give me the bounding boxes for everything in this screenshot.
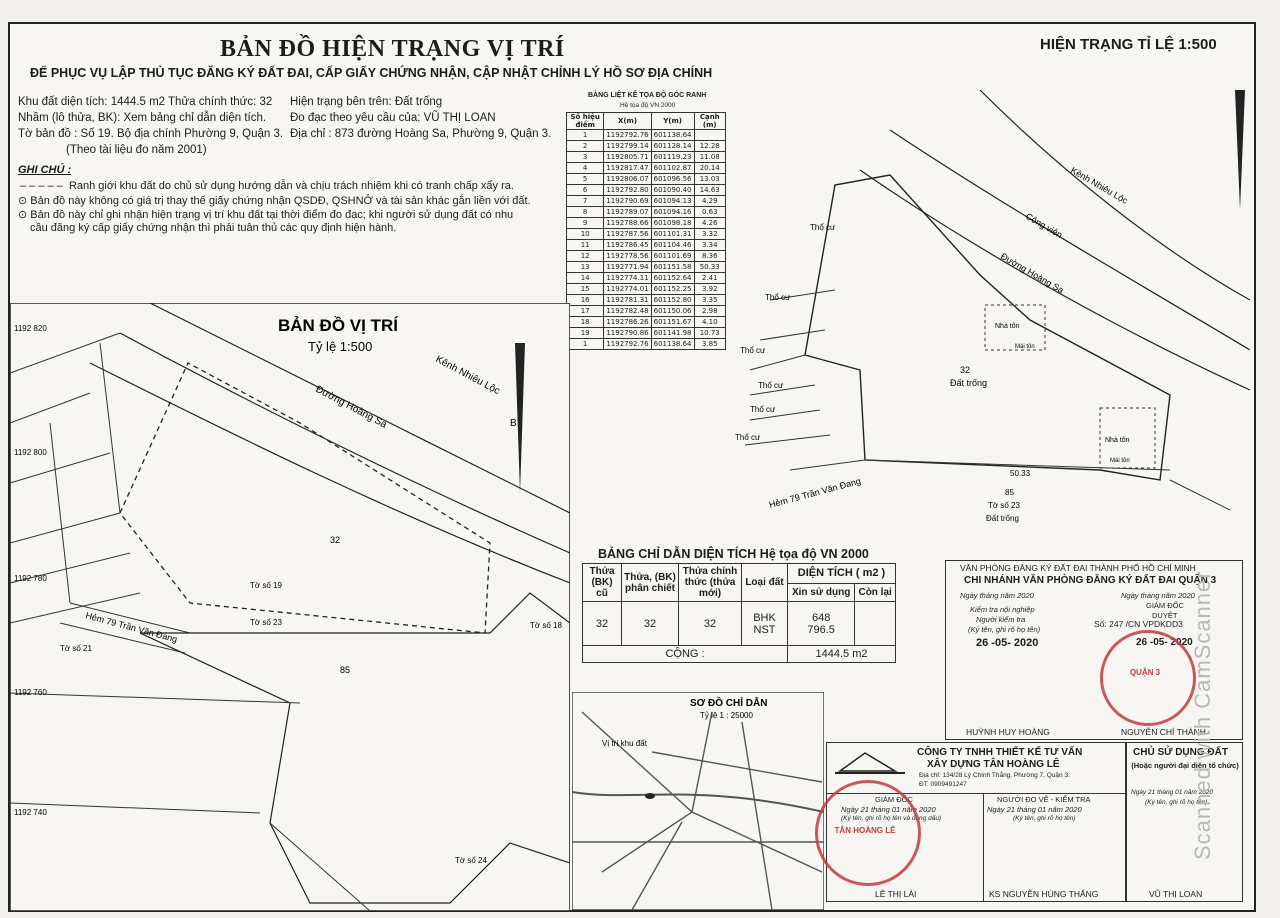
location-to23-label: Tờ số 23 xyxy=(250,618,282,627)
table-row xyxy=(567,273,726,284)
table-cell: 1 xyxy=(567,339,604,350)
coord-header-y: Y(m) xyxy=(651,113,694,130)
watermark-text: Scanned with CamScanner xyxy=(1190,570,1215,860)
table-cell: 601119.23 xyxy=(651,152,694,163)
table-row xyxy=(567,185,726,196)
site-marker-icon xyxy=(645,793,655,799)
info-line-2: Nhầm (lô thửa, BK): Xem bảng chỉ dẫn diện tích. xyxy=(18,112,267,124)
note-1: – – – – – Ranh giới khu đất do chủ sử dụng hướng dẫn và chịu trách nhiệm khi có tranh chấp xẩy ra. xyxy=(20,180,514,192)
area-table-title: BẢNG CHỈ DẪN DIỆN TÍCH Hệ tọa độ VN 2000 xyxy=(598,547,869,561)
table-cell: 1192792.76 xyxy=(604,130,651,141)
table-row xyxy=(567,317,726,328)
table-cell: 601151.58 xyxy=(651,262,694,273)
table-cell: 601150.06 xyxy=(651,306,694,317)
area-total-value: 1444.5 m2 xyxy=(788,646,896,663)
office-left-stamp-date: 26 -05- 2020 xyxy=(976,637,1039,649)
table-cell: 1192774.11 xyxy=(604,273,651,284)
table-cell: 601104.46 xyxy=(651,240,694,251)
table-cell: 1192782.48 xyxy=(604,306,651,317)
table-row xyxy=(567,196,726,207)
office-left-date: Ngày tháng năm 2020 xyxy=(960,591,1034,600)
office-right-name: NGUYỄN CHÍ THÀNH xyxy=(1121,727,1206,737)
site-parcel-85-sheet: Tờ số 23 xyxy=(988,501,1020,510)
company-surveyor-title: NGƯỜI ĐO VẼ - KIỂM TRA xyxy=(997,795,1091,804)
table-cell: 1192781.31 xyxy=(604,295,651,306)
office-left-role-1: Kiểm tra nội nghiệp xyxy=(970,605,1035,614)
location-map xyxy=(10,303,570,911)
table-cell: 2.98 xyxy=(694,306,726,317)
area-cell-landtype xyxy=(742,602,788,646)
owner-sign: (Ký tên, ghi rõ họ tên) xyxy=(1145,799,1208,806)
table-row xyxy=(567,262,726,273)
table-cell: 601102.87 xyxy=(651,163,694,174)
grid-label-740: 1192 740 xyxy=(14,808,47,817)
info-line-3: Tờ bản đồ : Số 19. Bộ địa chính Phường 9, Quận 3. xyxy=(18,128,284,140)
table-cell: 601098.18 xyxy=(651,218,694,229)
office-right-role-2: DUYỆT xyxy=(1152,611,1178,620)
table-cell: 11 xyxy=(567,240,604,251)
table-row xyxy=(567,295,726,306)
area-header-official: Thửa chính thức (thửa mới) xyxy=(679,564,742,602)
grid-label-820: 1192 820 xyxy=(14,324,47,333)
table-row xyxy=(567,174,726,185)
note-3: ⊙ Bản đồ này chỉ ghi nhận hiện trạng vị trí khu đất tại thời điểm đo đạc; khi người sử dụng đất có nhu xyxy=(18,209,514,221)
company-name-2: XÂY DỰNG TÂN HOÀNG LÊ xyxy=(927,759,1060,770)
office-header: VĂN PHÒNG ĐĂNG KÝ ĐẤT ĐAI THÀNH PHỐ HỒ CHÍ MINH xyxy=(960,563,1196,573)
area-header-remaining: Còn lại xyxy=(855,583,896,601)
page-subtitle: ĐỂ PHỤC VỤ LẬP THỦ TỤC ĐĂNG KÝ ĐẤT ĐAI, CẤP GIẤY CHỨNG NHẬN, CẬP NHẬT CHỈNH LÝ HỒ SƠ ĐỊA CHÍNH xyxy=(30,66,713,80)
location-map-scale: Tỷ lệ 1:500 xyxy=(308,339,373,354)
area-header-old: Thửa (BK) cũ xyxy=(583,564,622,602)
site-road-label: Đường Hoàng Sa xyxy=(999,251,1066,296)
owner-date: Ngày 21 tháng 01 năm 2020 xyxy=(1131,789,1214,796)
table-cell: 1192799.14 xyxy=(604,141,651,152)
table-cell: 1192792.76 xyxy=(604,339,651,350)
coord-table-header xyxy=(567,113,726,130)
company-surveyor-name: KS NGUYỄN HÙNG THẮNG xyxy=(989,889,1099,899)
north-letter: B xyxy=(510,418,517,429)
table-row xyxy=(567,130,726,141)
scale-label: HIỆN TRẠNG TỈ LỆ 1:500 xyxy=(1040,36,1217,53)
table-cell: 1192817.47 xyxy=(604,163,651,174)
table-cell: 1192786.45 xyxy=(604,240,651,251)
site-tho-cu-6: Thổ cư xyxy=(735,433,761,442)
site-parcel-85: 85 xyxy=(1005,488,1014,497)
info-right-1: Hiện trạng bên trên: Đất trống xyxy=(290,96,443,108)
coord-header-edge: Cạnh (m) xyxy=(694,113,726,130)
location-road-label: Đường Hoàng Sa xyxy=(313,383,389,431)
info-right-3: Địa chỉ : 873 đường Hoàng Sa, Phường 9, Quận 3. xyxy=(290,128,552,140)
location-parcel-85: 85 xyxy=(340,665,351,675)
grid-label-760: 1192 760 xyxy=(14,688,47,697)
table-row xyxy=(567,207,726,218)
office-name: CHI NHÁNH VĂN PHÒNG ĐĂNG KÝ ĐẤT ĐAI QUẬN 3 xyxy=(964,575,1217,586)
table-cell: 1192806.07 xyxy=(604,174,651,185)
table-cell: 601094.16 xyxy=(651,207,694,218)
table-row xyxy=(567,240,726,251)
company-col-divider xyxy=(983,793,984,901)
table-cell: 1192774.01 xyxy=(604,284,651,295)
coord-table-caption-2: Hệ tọa độ VN 2000 xyxy=(620,102,676,109)
table-cell: 17 xyxy=(567,306,604,317)
table-cell: 4.29 xyxy=(694,196,726,207)
site-parcel-number: 32 xyxy=(960,365,971,375)
site-shed-label-2: Mái tôn xyxy=(1110,458,1130,464)
office-right-stamp-date: 26 -05- 2020 xyxy=(1136,637,1193,648)
note-2-text: Bản đồ này không có giá trị thay thế giấy chứng nhận QSDĐ, QSHNỞ và tài sản khác gắn liền với đất. xyxy=(30,195,531,207)
table-row xyxy=(567,284,726,295)
table-cell: 18 xyxy=(567,317,604,328)
coord-table xyxy=(566,112,726,350)
area-value-2: 796.5 xyxy=(807,623,835,636)
notes-heading: GHI CHÚ : xyxy=(18,164,72,176)
table-cell: 601152.25 xyxy=(651,284,694,295)
coord-header-point: Số hiệu điểm xyxy=(567,113,604,130)
table-cell: 601151.67 xyxy=(651,317,694,328)
company-logo-icon xyxy=(835,749,905,777)
table-cell: 1192786.26 xyxy=(604,317,651,328)
table-cell: 4.10 xyxy=(694,317,726,328)
area-header-requested: Xin sử dụng xyxy=(788,583,855,601)
table-row xyxy=(567,328,726,339)
note-2: ⊙ Bản đồ này không có giá trị thay thế giấy chứng nhận QSDĐ, QSHNỞ và tài sản khác gắn liền với đất. xyxy=(18,195,531,207)
area-cell-remaining xyxy=(855,602,896,646)
site-parcel-boundary xyxy=(805,175,1170,480)
table-cell: 14.63 xyxy=(694,185,726,196)
table-cell: 6 xyxy=(567,185,604,196)
table-cell: 1192771.94 xyxy=(604,262,651,273)
table-cell: 9 xyxy=(567,218,604,229)
grid-label-780: 1192 780 xyxy=(14,574,47,583)
location-to24-label: Tờ số 24 xyxy=(455,856,487,865)
table-cell: 1192788.66 xyxy=(604,218,651,229)
site-plan xyxy=(730,90,1250,540)
table-cell: 12 xyxy=(567,251,604,262)
area-cell-split: 32 xyxy=(622,602,679,646)
company-surveyor-sign: (Ký tên, ghi rõ họ tên) xyxy=(1013,815,1076,822)
site-tho-cu-3: Thổ cư xyxy=(740,346,766,355)
location-to21-label: Tờ số 21 xyxy=(60,644,92,653)
table-cell xyxy=(694,130,726,141)
company-director-title: GIÁM ĐỐC xyxy=(875,795,913,804)
office-left-name: HUỲNH HUY HOÀNG xyxy=(966,727,1050,737)
table-row xyxy=(567,339,726,350)
table-cell: 3.92 xyxy=(694,284,726,295)
table-row xyxy=(567,163,726,174)
table-cell: 1192805.71 xyxy=(604,152,651,163)
area-table xyxy=(582,563,896,663)
table-cell: 19 xyxy=(567,328,604,339)
company-director-name: LÊ THỊ LÀI xyxy=(875,889,917,899)
info-right-2: Đo đạc theo yêu cầu của: VŨ THỊ LOAN xyxy=(290,112,496,124)
table-cell: 16 xyxy=(567,295,604,306)
info-line-4: (Theo tài liệu đo năm 2001) xyxy=(66,144,207,156)
table-cell: 1192790.86 xyxy=(604,328,651,339)
info-line-1: Khu đất diện tích: 1444.5 m2 Thửa chính thức: 32 xyxy=(18,96,273,108)
area-value-1: 648 xyxy=(811,611,831,624)
site-parcel-type: Đất trống xyxy=(950,378,988,388)
site-tho-cu-4: Thổ cư xyxy=(758,381,784,390)
company-surveyor-date: Ngày 21 tháng 01 năm 2020 xyxy=(987,805,1082,814)
office-seal xyxy=(1100,630,1196,726)
table-row xyxy=(567,229,726,240)
office-right-date: Ngày tháng năm 2020 xyxy=(1121,591,1195,600)
location-to18-label: Tờ số 18 xyxy=(530,621,562,630)
area-total-label: CỘNG : xyxy=(583,646,788,663)
index-map xyxy=(572,692,824,910)
table-cell: 4 xyxy=(567,163,604,174)
table-cell: 8.36 xyxy=(694,251,726,262)
company-director-sign: (Ký tên, ghi rõ họ tên và đóng dấu) xyxy=(841,815,942,822)
table-cell: 12.28 xyxy=(694,141,726,152)
landtype-1: BHK xyxy=(753,611,776,624)
table-cell: 601101.69 xyxy=(651,251,694,262)
note-4: cầu đăng ký cấp giấy chứng nhận thì phải tuân thủ các quy định hiện hành. xyxy=(30,222,397,234)
table-cell: 3.85 xyxy=(694,339,726,350)
site-edge-50: 50.33 xyxy=(1010,469,1031,478)
location-canal-label: Kênh Nhiêu Lộc xyxy=(433,353,502,398)
location-alley-label: Hẻm 79 Trần Văn Đang xyxy=(84,610,179,645)
table-cell: 601128.14 xyxy=(651,141,694,152)
table-cell: 3 xyxy=(567,152,604,163)
table-cell: 3.32 xyxy=(694,229,726,240)
company-address: Địa chỉ: 134/28 Lý Chính Thắng, Phường 7, Quận 3. xyxy=(919,772,1070,779)
table-cell: 50.33 xyxy=(694,262,726,273)
table-cell: 10.73 xyxy=(694,328,726,339)
table-cell: 601090.40 xyxy=(651,185,694,196)
table-cell: 7 xyxy=(567,196,604,207)
table-row xyxy=(567,141,726,152)
index-map-title: SƠ ĐỒ CHỈ DẪN xyxy=(690,698,768,709)
table-cell: 3.34 xyxy=(694,240,726,251)
note-1-text: Ranh giới khu đất do chủ sử dụng hướng dẫn và chịu trách nhiệm khi có tranh chấp xẩy ra. xyxy=(68,180,514,192)
office-right-number: Số: 247 /CN VPDKDD3 xyxy=(1094,619,1183,629)
owner-subtitle: (Hoặc người đại diện tổ chức) xyxy=(1131,761,1239,770)
table-cell: 4.26 xyxy=(694,218,726,229)
company-phone: ĐT: 0909491247 xyxy=(919,781,967,788)
table-cell: 601152.80 xyxy=(651,295,694,306)
area-cell-official: 32 xyxy=(679,602,742,646)
index-map-marker-label: Vị trí khu đất xyxy=(602,739,647,748)
table-cell: 1192787.56 xyxy=(604,229,651,240)
company-director-date: Ngày 21 tháng 01 năm 2020 xyxy=(841,805,936,814)
site-road-edge-1 xyxy=(890,130,1250,350)
table-cell: 5 xyxy=(567,174,604,185)
table-cell: 13 xyxy=(567,262,604,273)
table-cell: 0.63 xyxy=(694,207,726,218)
coord-table-caption: BẢNG LIỆT KÊ TỌA ĐỘ GÓC RANH xyxy=(588,92,707,99)
area-header-area: DIỆN TÍCH ( m2 ) xyxy=(788,564,896,584)
index-map-scale: Tỷ lệ 1 : 25000 xyxy=(700,711,753,720)
coord-header-x: X(m) xyxy=(604,113,651,130)
table-cell: 2.41 xyxy=(694,273,726,284)
location-to19-label: Tờ số 19 xyxy=(250,581,282,590)
table-cell: 601152.64 xyxy=(651,273,694,284)
area-cell-requested xyxy=(788,602,855,646)
table-cell: 13.03 xyxy=(694,174,726,185)
site-shed-label-1: Mái tôn xyxy=(1015,344,1035,350)
area-header-landtype: Loại đất xyxy=(742,564,788,602)
table-row xyxy=(567,306,726,317)
table-cell: 601094.13 xyxy=(651,196,694,207)
office-left-role-3: (Ký tên, ghi rõ họ tên) xyxy=(968,625,1041,634)
area-header-split: Thửa, (BK) phân chiết xyxy=(622,564,679,602)
site-alley-label: Hẻm 79 Trần Văn Đang xyxy=(767,475,862,510)
table-cell: 1192789.07 xyxy=(604,207,651,218)
owner-title: CHỦ SỬ DỤNG ĐẤT xyxy=(1133,747,1228,758)
site-north-arrow-icon xyxy=(1235,90,1245,210)
table-cell: 8 xyxy=(567,207,604,218)
office-left-role-2: Người kiểm tra xyxy=(976,615,1026,624)
table-cell: 601141.98 xyxy=(651,328,694,339)
site-tho-cu-5: Thổ cư xyxy=(750,405,776,414)
office-seal-text: QUẬN 3 xyxy=(1129,668,1161,677)
area-cell-old: 32 xyxy=(583,602,622,646)
site-house-label-2: Nhà tôn xyxy=(1105,437,1130,444)
location-parcel-32: 32 xyxy=(330,535,341,545)
owner-block xyxy=(1126,742,1243,902)
table-cell: 601138.64 xyxy=(651,339,694,350)
table-cell: 601101.31 xyxy=(651,229,694,240)
table-cell: 1192778.56 xyxy=(604,251,651,262)
grid-label-800: 1192 800 xyxy=(14,448,47,457)
table-cell: 1192790.69 xyxy=(604,196,651,207)
note-3-text: Bản đồ này chỉ ghi nhận hiện trạng vị trí khu đất tại thời điểm đo đạc; khi người sử dụng đất có nhu xyxy=(30,209,514,221)
site-tho-cu-1: Thổ cư xyxy=(810,223,836,232)
site-tho-cu-2: Thổ cư xyxy=(765,293,791,302)
site-parcel-85-type: Đất trống xyxy=(986,514,1019,523)
table-cell: 1 xyxy=(567,130,604,141)
site-canal-label: Kênh Nhiêu Lộc xyxy=(1069,165,1130,206)
table-cell: 2 xyxy=(567,141,604,152)
site-house-label-1: Nhà tôn xyxy=(995,323,1020,330)
table-cell: 601138.64 xyxy=(651,130,694,141)
owner-name: VŨ THỊ LOAN xyxy=(1149,889,1203,899)
landtype-2: NST xyxy=(753,623,776,636)
table-cell: 601096.56 xyxy=(651,174,694,185)
table-cell: 15 xyxy=(567,284,604,295)
site-park-label: Công viên xyxy=(1024,211,1065,240)
table-row xyxy=(567,218,726,229)
location-map-title: BẢN ĐỒ VỊ TRÍ xyxy=(278,316,398,335)
office-right-role-1: GIÁM ĐỐC xyxy=(1146,601,1184,610)
table-cell: 14 xyxy=(567,273,604,284)
company-seal-text: TÂN HOÀNG LÊ xyxy=(834,826,896,835)
table-row xyxy=(567,251,726,262)
table-cell: 1192792.80 xyxy=(604,185,651,196)
company-name-1: CÔNG TY TNHH THIẾT KẾ TƯ VẤN xyxy=(917,747,1083,758)
table-cell: 3.35 xyxy=(694,295,726,306)
index-map-frame xyxy=(572,692,824,910)
table-cell: 11.08 xyxy=(694,152,726,163)
table-cell: 20.14 xyxy=(694,163,726,174)
table-row xyxy=(567,152,726,163)
page-title: BẢN ĐỒ HIỆN TRẠNG VỊ TRÍ xyxy=(220,36,565,62)
table-cell: 10 xyxy=(567,229,604,240)
